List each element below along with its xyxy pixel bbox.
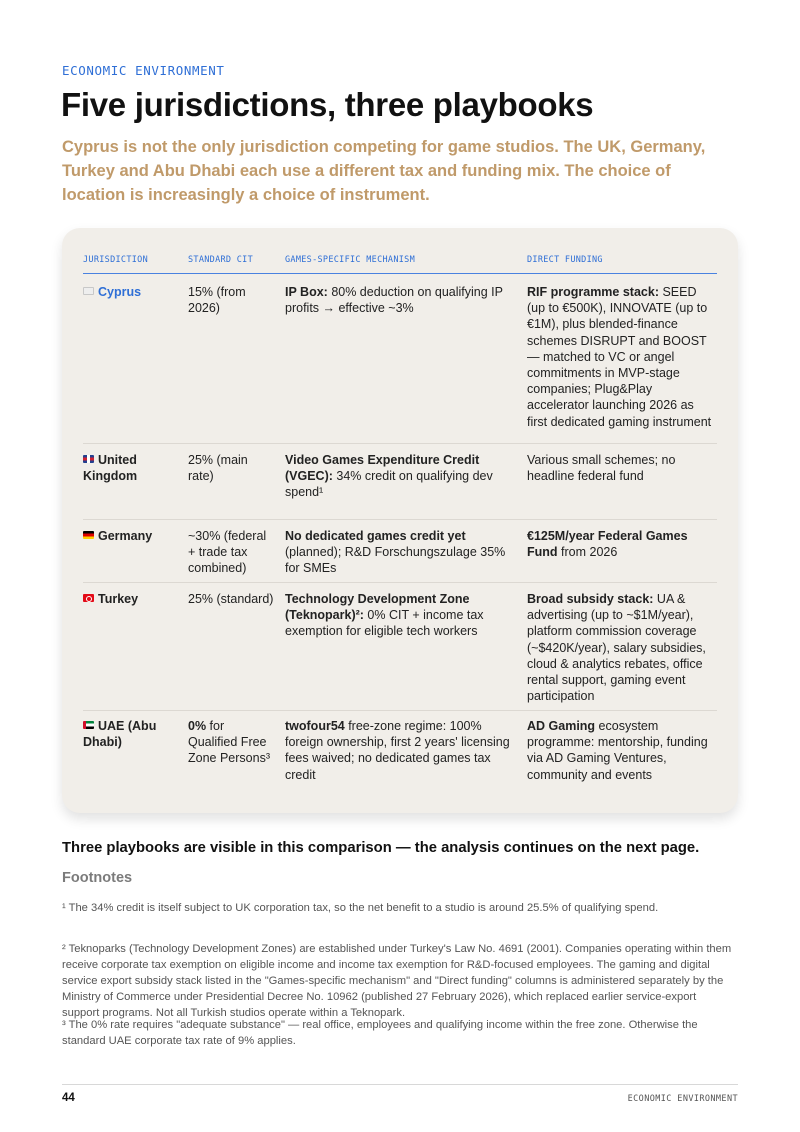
cell-funding xyxy=(527,452,717,484)
funding-bold: €125M/year Federal Games Fund xyxy=(527,529,688,560)
cyprus-flag-icon xyxy=(83,287,94,295)
cell-jurisdiction xyxy=(83,452,183,484)
header-games-mechanism: GAMES-SPECIFIC MECHANISM xyxy=(285,255,416,265)
cell-jurisdiction xyxy=(83,284,183,300)
cell-mechanism xyxy=(285,284,517,316)
cell-funding xyxy=(527,718,717,783)
footnote-1: ¹ The 34% credit is itself subject to UK corporation tax, so the net benefit to a studio is around 25.5% of qualifying spend. xyxy=(62,902,659,914)
mechanism-bold: twofour54 xyxy=(285,719,345,733)
turkey-flag-icon xyxy=(83,594,94,602)
cell-cit xyxy=(188,718,276,767)
header-direct-funding: DIRECT FUNDING xyxy=(527,255,603,265)
comparison-table-card xyxy=(62,228,738,813)
germany-flag-icon xyxy=(83,531,94,539)
mechanism-bold: Video Games Expenditure Credit (VGEC): xyxy=(285,453,480,484)
cell-mechanism xyxy=(285,591,517,640)
jurisdiction-name: Turkey xyxy=(98,592,139,606)
footnote-2: ² Teknoparks (Technology Development Zones) are established under Turkey's Law No. 4691 (2001). Companies operating within them receive corporate tax exemption on eligible income and income tax exemption for R&D-focused employees. The gaming and digital service export subsidy stack listed in the "Games-specific mechanism" and "Direct funding" columns is administered separately by the Ministry of Commerce under Presidential Decree No. 10962 (published 27 February 2026), which replaced earlier service-export support programs. Not all Turkish studios operate within a Teknopark. xyxy=(62,943,732,1019)
mechanism-text: 0% CIT + income tax exemption for eligible tech workers xyxy=(285,608,484,639)
jurisdiction-name: UAE (Abu Dhabi) xyxy=(83,719,157,750)
mechanism-text: free-zone regime: 100% foreign ownership, first 2 years' licensing fees waived; no dedicated games tax credit xyxy=(285,719,510,782)
funding-text: UA & advertising (up to ~$1M/year), platform commission coverage (~$420K/year), salary subsidies, cloud & analytics rebates, office rental support, gaming event participation xyxy=(527,592,706,704)
mechanism-bold: Technology Development Zone (Teknopark)²: xyxy=(285,592,470,623)
cell-cit: 15% (from 2026) xyxy=(188,285,246,316)
cell-funding xyxy=(527,591,717,704)
mechanism-text: 34% credit on qualifying dev spend¹ xyxy=(285,469,493,500)
mechanism-text: (planned); R&D Forschungszulage 35% for SMEs xyxy=(285,545,506,576)
cit-bold: 0% xyxy=(188,719,207,733)
page-title: Five jurisdictions, three playbooks xyxy=(61,86,594,123)
page-number: 44 xyxy=(62,1092,75,1104)
cell-jurisdiction xyxy=(83,718,183,750)
funding-bold: RIF programme stack: xyxy=(527,285,659,299)
cell-cit: 25% (main rate) xyxy=(188,453,248,484)
footnote-3: ³ The 0% rate requires "adequate substance" — real office, employees and qualifying income within the free zone. Otherwise the standard UAE corporate tax rate of 9% applies. xyxy=(62,1019,698,1047)
funding-bold: Broad subsidy stack: xyxy=(527,592,654,606)
mechanism-text: 80% deduction on qualifying IP profits → effective ~3% xyxy=(285,285,503,316)
funding-bold: AD Gaming xyxy=(527,719,596,733)
footer-section-label: ECONOMIC ENVIRONMENT xyxy=(627,1094,738,1104)
summary-line: Three playbooks are visible in this comparison — the analysis continues on the next page. xyxy=(62,840,700,856)
cell-mechanism xyxy=(285,452,517,501)
table-header xyxy=(83,248,717,274)
footnotes-title: Footnotes xyxy=(62,870,133,886)
cit-text: for Qualified Free Zone Persons³ xyxy=(188,719,270,766)
funding-text: Various small schemes; no headline federal fund xyxy=(527,453,676,484)
table-row-turkey xyxy=(83,591,717,711)
table-row-germany xyxy=(83,528,717,583)
jurisdiction-name: Germany xyxy=(98,529,153,543)
section-kicker: ECONOMIC ENVIRONMENT xyxy=(62,63,225,78)
cell-mechanism xyxy=(285,528,517,577)
jurisdiction-name: United Kingdom xyxy=(83,453,138,484)
funding-text: SEED (up to €500K), INNOVATE (up to €1M), plus blended-finance schemes DISRUPT and BOOST — matched to VC or angel commitments in MVP-stage companies; Plug&Play accelerator launching 2026 as first dedicated gaming instrument xyxy=(527,285,712,429)
cell-funding xyxy=(527,528,717,560)
page-lede: Cyprus is not the only jurisdiction competing for game studios. The UK, Germany, Turkey and Abu Dhabi each use a different tax and funding mix. The choice of location is increasingly a choice of instrument. xyxy=(62,138,706,204)
cell-mechanism xyxy=(285,718,517,783)
cell-funding xyxy=(527,284,717,430)
header-jurisdiction: JURISDICTION xyxy=(83,255,149,265)
uae-flag-icon xyxy=(83,721,94,729)
mechanism-bold: No dedicated games credit yet xyxy=(285,529,466,543)
table-row-uk xyxy=(83,452,717,520)
header-standard-cit: STANDARD CIT xyxy=(188,255,254,265)
jurisdiction-name: Cyprus xyxy=(98,285,142,299)
cell-cit: 25% (standard) xyxy=(188,592,274,606)
funding-text: from 2026 xyxy=(557,545,618,560)
uk-flag-icon xyxy=(83,455,94,463)
cell-jurisdiction xyxy=(83,591,183,607)
mechanism-bold: IP Box: xyxy=(285,285,328,299)
cell-cit: ~30% (federal + trade tax combined) xyxy=(188,529,267,576)
table-row-cyprus xyxy=(83,284,717,444)
funding-text: ecosystem programme: mentorship, funding via AD Gaming Ventures, community and events xyxy=(527,719,708,782)
cell-jurisdiction xyxy=(83,528,183,544)
footer-divider xyxy=(62,1084,738,1085)
table-row-uae xyxy=(83,718,717,798)
